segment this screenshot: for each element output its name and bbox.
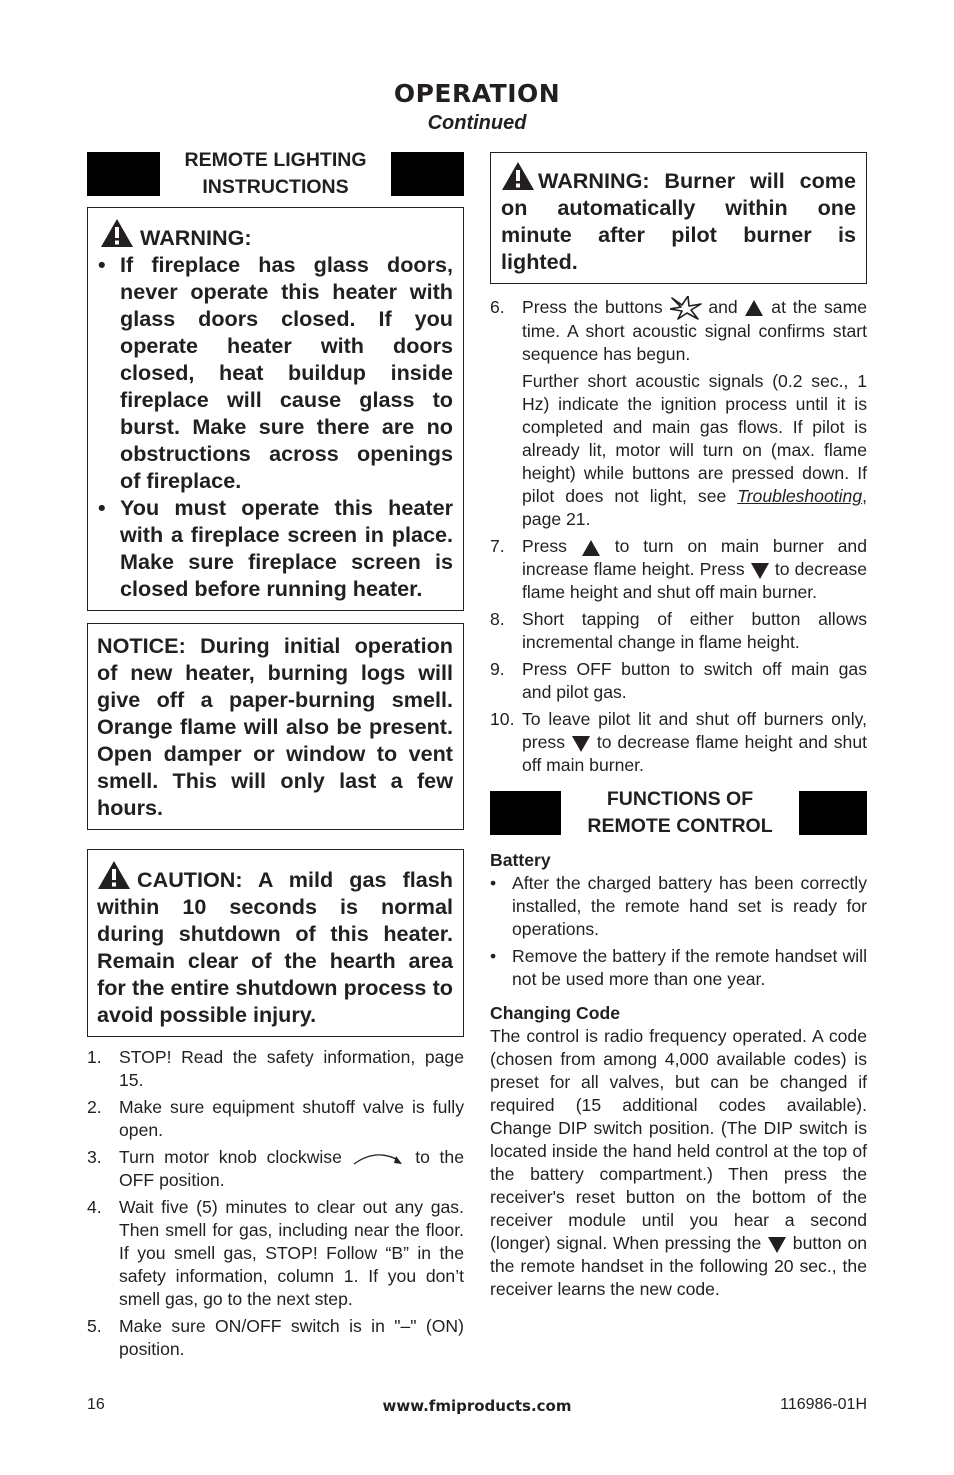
document-code: 116986-01H xyxy=(780,1396,867,1413)
header-bar-right xyxy=(799,791,867,835)
step-number: 1. xyxy=(87,1047,102,1067)
page-title: OPERATION xyxy=(393,79,561,108)
step-text-part: at the same time. A short acoustic signal confirms start sequence has begun. xyxy=(522,297,868,365)
page-number: 16 xyxy=(87,1396,105,1413)
down-triangle-icon xyxy=(767,1236,787,1254)
step-number: 6. xyxy=(490,297,505,317)
step-text-part: to turn on main burner and increase flame height. Press xyxy=(522,536,867,580)
bullet-text: Remove the battery if the remote handset will not be used more than one year. xyxy=(512,946,867,990)
list-item: • Remove the battery if the remote handset will not be used more than one year. xyxy=(490,946,867,990)
step-number: 2. xyxy=(87,1097,102,1117)
footer-url: www.fmiproducts.com xyxy=(382,1397,572,1415)
page-subtitle: Continued xyxy=(427,112,527,134)
notice-text: NOTICE: During initial operation of new heater, burning logs will give off a paper-burning smell. Orange flame will also be present. Open damper or window to vent smell. This will only last a few hours. xyxy=(97,633,453,820)
troubleshooting-reference: Troubleshooting xyxy=(737,486,863,507)
list-item xyxy=(490,296,867,531)
step-text-part: Press the buttons xyxy=(522,297,663,317)
paragraph-part: The control is radio frequency operated. A code (chosen from among 4,000 available codes) is preset for all valves, but can be changed if required (15 additional codes available). Change DIP switch position. (The DIP switch is located inside the hand held control at the top of the battery compartment.) Then press the receiver's reset button on the bottom of the receiver module until you hear a second (longer) signal. When pressing the xyxy=(490,1026,867,1254)
step-number: 7. xyxy=(490,536,505,557)
warning-bullets xyxy=(98,251,453,602)
step-text: Make sure equipment shutoff valve is fully open. xyxy=(119,1097,464,1140)
header-bar-left xyxy=(87,152,160,196)
battery-heading: Battery xyxy=(490,850,551,871)
list-item xyxy=(490,535,867,604)
changing-code-text xyxy=(490,1025,867,1301)
step-text: STOP! Read the safety information, page 15. xyxy=(119,1047,464,1090)
up-triangle-icon xyxy=(581,539,601,557)
list-item xyxy=(87,1196,464,1311)
step-text xyxy=(522,370,867,531)
step-text-part: and xyxy=(708,297,738,317)
section-title-line: FUNCTIONS OF xyxy=(606,788,754,811)
right-column xyxy=(490,152,867,1301)
header-bar-right xyxy=(391,152,464,196)
step-text: Make sure ON/OFF switch is in "–" (ON) position. xyxy=(119,1316,464,1359)
warning-bullet-text: You must operate this heater with a fireplace screen in place. Make sure fireplace screen is closed before running heater. xyxy=(120,495,453,601)
warning-triangle-icon xyxy=(501,161,535,191)
flame-star-icon xyxy=(670,296,702,320)
changing-code-heading: Changing Code xyxy=(490,1003,620,1024)
section-header-remote-lighting xyxy=(87,149,464,198)
warning-triangle-icon xyxy=(97,860,131,890)
warning-bullet: • If fireplace has glass doors, never operate this heater with glass doors closed. If you operate heater with doors closed, heat buildup inside fireplace will cause glass to burst. Make sure there are no obstructions across openings of fireplace. xyxy=(98,252,453,493)
list-item xyxy=(490,708,867,777)
caution-text: CAUTION: A mild gas flash within 10 seconds is normal during shutdown of this heater. Remain clear of the hearth area for the entire shutdown process to avoid possible injury. xyxy=(97,867,453,1027)
burner-warning-text: WARNING: Burner will come on automatically within one minute after pilot burner is lighted. xyxy=(501,168,856,274)
section-title xyxy=(561,786,799,840)
step-text xyxy=(119,1146,464,1192)
remote-steps xyxy=(490,296,867,777)
section-title-line: REMOTE LIGHTING xyxy=(184,149,367,171)
section-title xyxy=(160,147,391,201)
burner-warning-box xyxy=(490,152,867,284)
paragraph-part: button on the remote handset in the following 20 sec., the receiver learns the new code. xyxy=(490,1233,868,1300)
step-text: Press OFF button to switch off main gas and pilot gas. xyxy=(522,659,867,703)
step-number: 10. xyxy=(490,709,515,730)
step-text-part: Turn motor knob clockwise xyxy=(119,1147,342,1167)
list-item xyxy=(87,1315,464,1361)
list-item xyxy=(490,658,867,704)
list-item xyxy=(87,1046,464,1092)
bullet-text: After the charged battery has been correctly installed, the remote hand set is ready for operations. xyxy=(512,873,867,940)
warning-box xyxy=(87,207,464,611)
down-triangle-icon xyxy=(571,735,591,753)
down-triangle-icon xyxy=(750,562,770,580)
step-text-part: To leave pilot lit and shut off burners only, press xyxy=(522,709,867,753)
warning-label: WARNING: xyxy=(140,225,252,250)
up-triangle-icon xyxy=(744,299,764,317)
warning-bullet: • You must operate this heater with a fireplace screen in place. Make sure fireplace screen is closed before running heater. xyxy=(98,495,453,601)
step-text: Wait five (5) minutes to clear out any gas. Then smell for gas, including near the floor. If you smell gas, STOP! Follow “B” in the safety information, column 1. If you don’t smell gas, go to the next step. xyxy=(119,1197,464,1309)
step-text xyxy=(522,535,867,604)
step-number: 4. xyxy=(87,1197,102,1217)
notice-box xyxy=(87,623,464,830)
section-title-line: INSTRUCTIONS xyxy=(202,176,349,198)
step-number: 3. xyxy=(87,1147,102,1167)
step-text: Short tapping of either button allows incremental change in flame height. xyxy=(522,609,867,653)
step-text-part: to the OFF position. xyxy=(119,1147,464,1190)
left-column xyxy=(87,149,464,1365)
list-item: • After the charged battery has been correctly installed, the remote hand set is ready for operations. xyxy=(490,873,867,940)
lighting-steps xyxy=(87,1046,464,1361)
step-text-part: , page 21. xyxy=(522,486,868,530)
step-text-part: Press xyxy=(522,536,567,557)
step-text xyxy=(522,296,867,366)
list-item xyxy=(87,1096,464,1142)
section-title-line: REMOTE CONTROL xyxy=(587,815,773,838)
section-header-functions xyxy=(490,788,867,838)
warning-triangle-icon xyxy=(100,218,134,248)
step-number: 5. xyxy=(87,1316,102,1336)
header-bar-left xyxy=(490,791,561,835)
battery-bullets xyxy=(490,872,867,991)
step-text-part: Further short acoustic signals (0.2 sec., 1 Hz) indicate the ignition process until it is completed and main gas flows. If pilot is already lit, motor will turn on (max. flame height) while buttons are pressed down. If pilot does not light, see xyxy=(522,371,867,507)
step-text-part: to decrease flame height and shut off main burner. xyxy=(522,559,867,603)
step-text xyxy=(522,708,867,777)
caution-box xyxy=(87,849,464,1037)
step-number: 9. xyxy=(490,659,505,680)
step-number: 8. xyxy=(490,609,505,630)
warning-bullet-text: If fireplace has glass doors, never operate this heater with glass doors closed. If you operate heater with doors closed, heat buildup inside fireplace will cause glass to burst. Make sure there are no obstructions across openings of fireplace. xyxy=(120,252,453,493)
step-text-part: to decrease flame height and shut off main burner. xyxy=(522,732,867,776)
clockwise-arrow-icon xyxy=(352,1150,406,1166)
list-item xyxy=(87,1146,464,1192)
list-item xyxy=(490,608,867,654)
